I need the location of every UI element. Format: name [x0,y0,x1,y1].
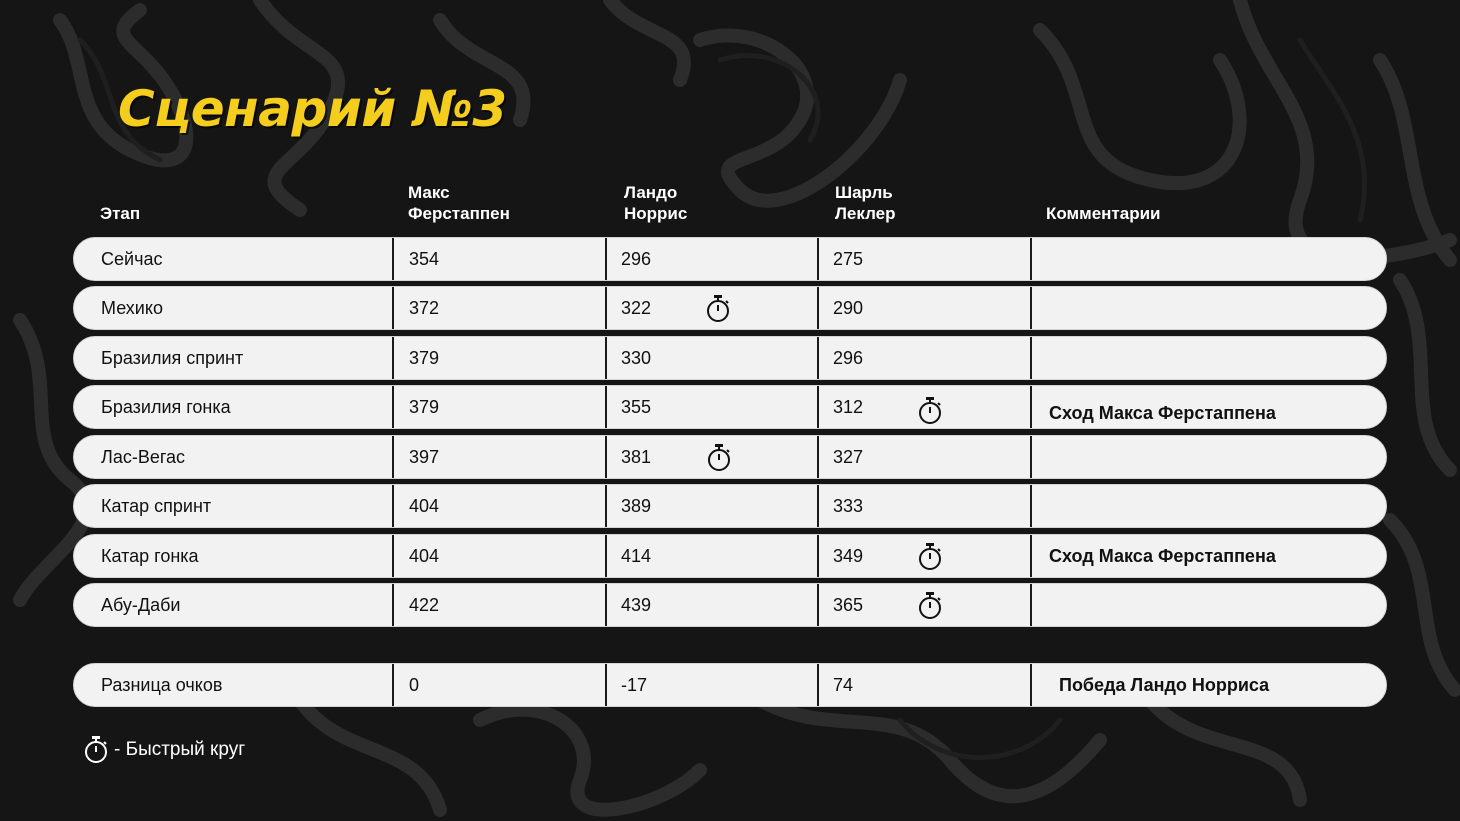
table-row [73,583,1387,627]
column-divider [817,386,819,428]
stopwatch-icon [916,542,944,572]
stage-cell: Мехико [101,297,163,318]
column-divider [1030,238,1032,280]
stage-cell: Абу-Даби [101,594,181,615]
header-charles-line2: Леклер [835,204,896,223]
column-divider [605,436,607,478]
column-divider [817,436,819,478]
table-row [73,286,1387,330]
stage-cell: Сейчас [101,248,163,269]
header-max-line1: Макс [408,183,450,202]
column-divider [605,287,607,329]
column-divider [392,386,394,428]
column-divider [605,238,607,280]
column-divider [1030,584,1032,626]
max-points-cell: 379 [409,347,440,368]
header-charles-line1: Шарль [835,183,893,202]
header-charles [835,182,896,224]
charles-points-cell: 349 [833,545,864,566]
column-divider [1030,436,1032,478]
summary-max-cell: 0 [409,674,420,695]
lando-points-cell: 439 [621,594,652,615]
column-divider [392,485,394,527]
column-divider [1030,535,1032,577]
charles-points-cell: 290 [833,297,864,318]
header-lando-line2: Норрис [624,204,688,223]
max-points-cell: 404 [409,495,440,516]
comment-cell: Сход Макса Ферстаппена [1049,545,1276,566]
charles-points-cell: 327 [833,446,864,467]
column-divider [817,485,819,527]
lando-points-cell: 389 [621,495,652,516]
column-divider [605,664,607,706]
table-row [73,237,1387,281]
column-divider [817,664,819,706]
header-comments [1046,203,1160,224]
column-divider [605,386,607,428]
column-divider [392,337,394,379]
column-divider [1030,485,1032,527]
charles-points-cell: 312 [833,396,864,417]
lando-points-cell: 355 [621,396,652,417]
max-points-cell: 372 [409,297,440,318]
column-divider [392,664,394,706]
header-lando [624,182,687,224]
column-divider [392,584,394,626]
max-points-cell: 397 [409,446,440,467]
lando-points-cell: 414 [621,545,652,566]
column-divider [817,238,819,280]
column-divider [605,485,607,527]
lando-points-cell: 330 [621,347,652,368]
stage-cell: Бразилия спринт [101,347,244,368]
column-divider [817,287,819,329]
stage-cell: Лас-Вегас [101,446,186,467]
stopwatch-icon [916,591,944,621]
header-stage-label: Этап [100,204,141,223]
table-row [73,484,1387,528]
column-divider [1030,337,1032,379]
stage-cell: Катар гонка [101,545,199,566]
column-divider [817,337,819,379]
summary-lando-cell: -17 [621,674,648,695]
column-divider [392,287,394,329]
charles-points-cell: 365 [833,594,864,615]
header-lando-line1: Ландо [624,183,678,202]
summary-row [73,663,1387,707]
lando-points-cell: 381 [621,446,652,467]
stopwatch-icon [82,735,110,765]
legend [82,735,245,765]
column-divider [1030,386,1032,428]
table-row [73,336,1387,380]
table-row [73,385,1387,429]
table-row [73,534,1387,578]
max-points-cell: 354 [409,248,440,269]
header-stage [100,203,140,224]
column-divider [605,584,607,626]
page-title: Сценарий №3 [118,80,507,138]
lando-points-cell: 296 [621,248,652,269]
column-divider [392,238,394,280]
column-divider [817,535,819,577]
legend-text: - Быстрый круг [114,739,246,760]
stopwatch-icon [705,443,733,473]
column-divider [392,436,394,478]
column-divider [392,535,394,577]
column-divider [605,535,607,577]
comment-cell: Сход Макса Ферстаппена [1049,402,1276,423]
header-max [408,182,510,224]
stage-cell: Катар спринт [101,495,212,516]
column-divider [817,584,819,626]
table-row [73,435,1387,479]
charles-points-cell: 333 [833,495,864,516]
header-comments-label: Комментарии [1046,204,1161,223]
stopwatch-icon [916,396,944,426]
summary-stage-cell: Разница очков [101,674,223,695]
column-divider [1030,664,1032,706]
lando-points-cell: 322 [621,297,652,318]
summary-comment-cell: Победа Ландо Норриса [1059,674,1270,695]
column-divider [1030,287,1032,329]
max-points-cell: 422 [409,594,440,615]
charles-points-cell: 275 [833,248,864,269]
charles-points-cell: 296 [833,347,864,368]
summary-charles-cell: 74 [833,674,854,695]
stage-cell: Бразилия гонка [101,396,231,417]
max-points-cell: 379 [409,396,440,417]
header-max-line2: Ферстаппен [408,204,510,223]
max-points-cell: 404 [409,545,440,566]
stopwatch-icon [704,294,732,324]
column-divider [605,337,607,379]
